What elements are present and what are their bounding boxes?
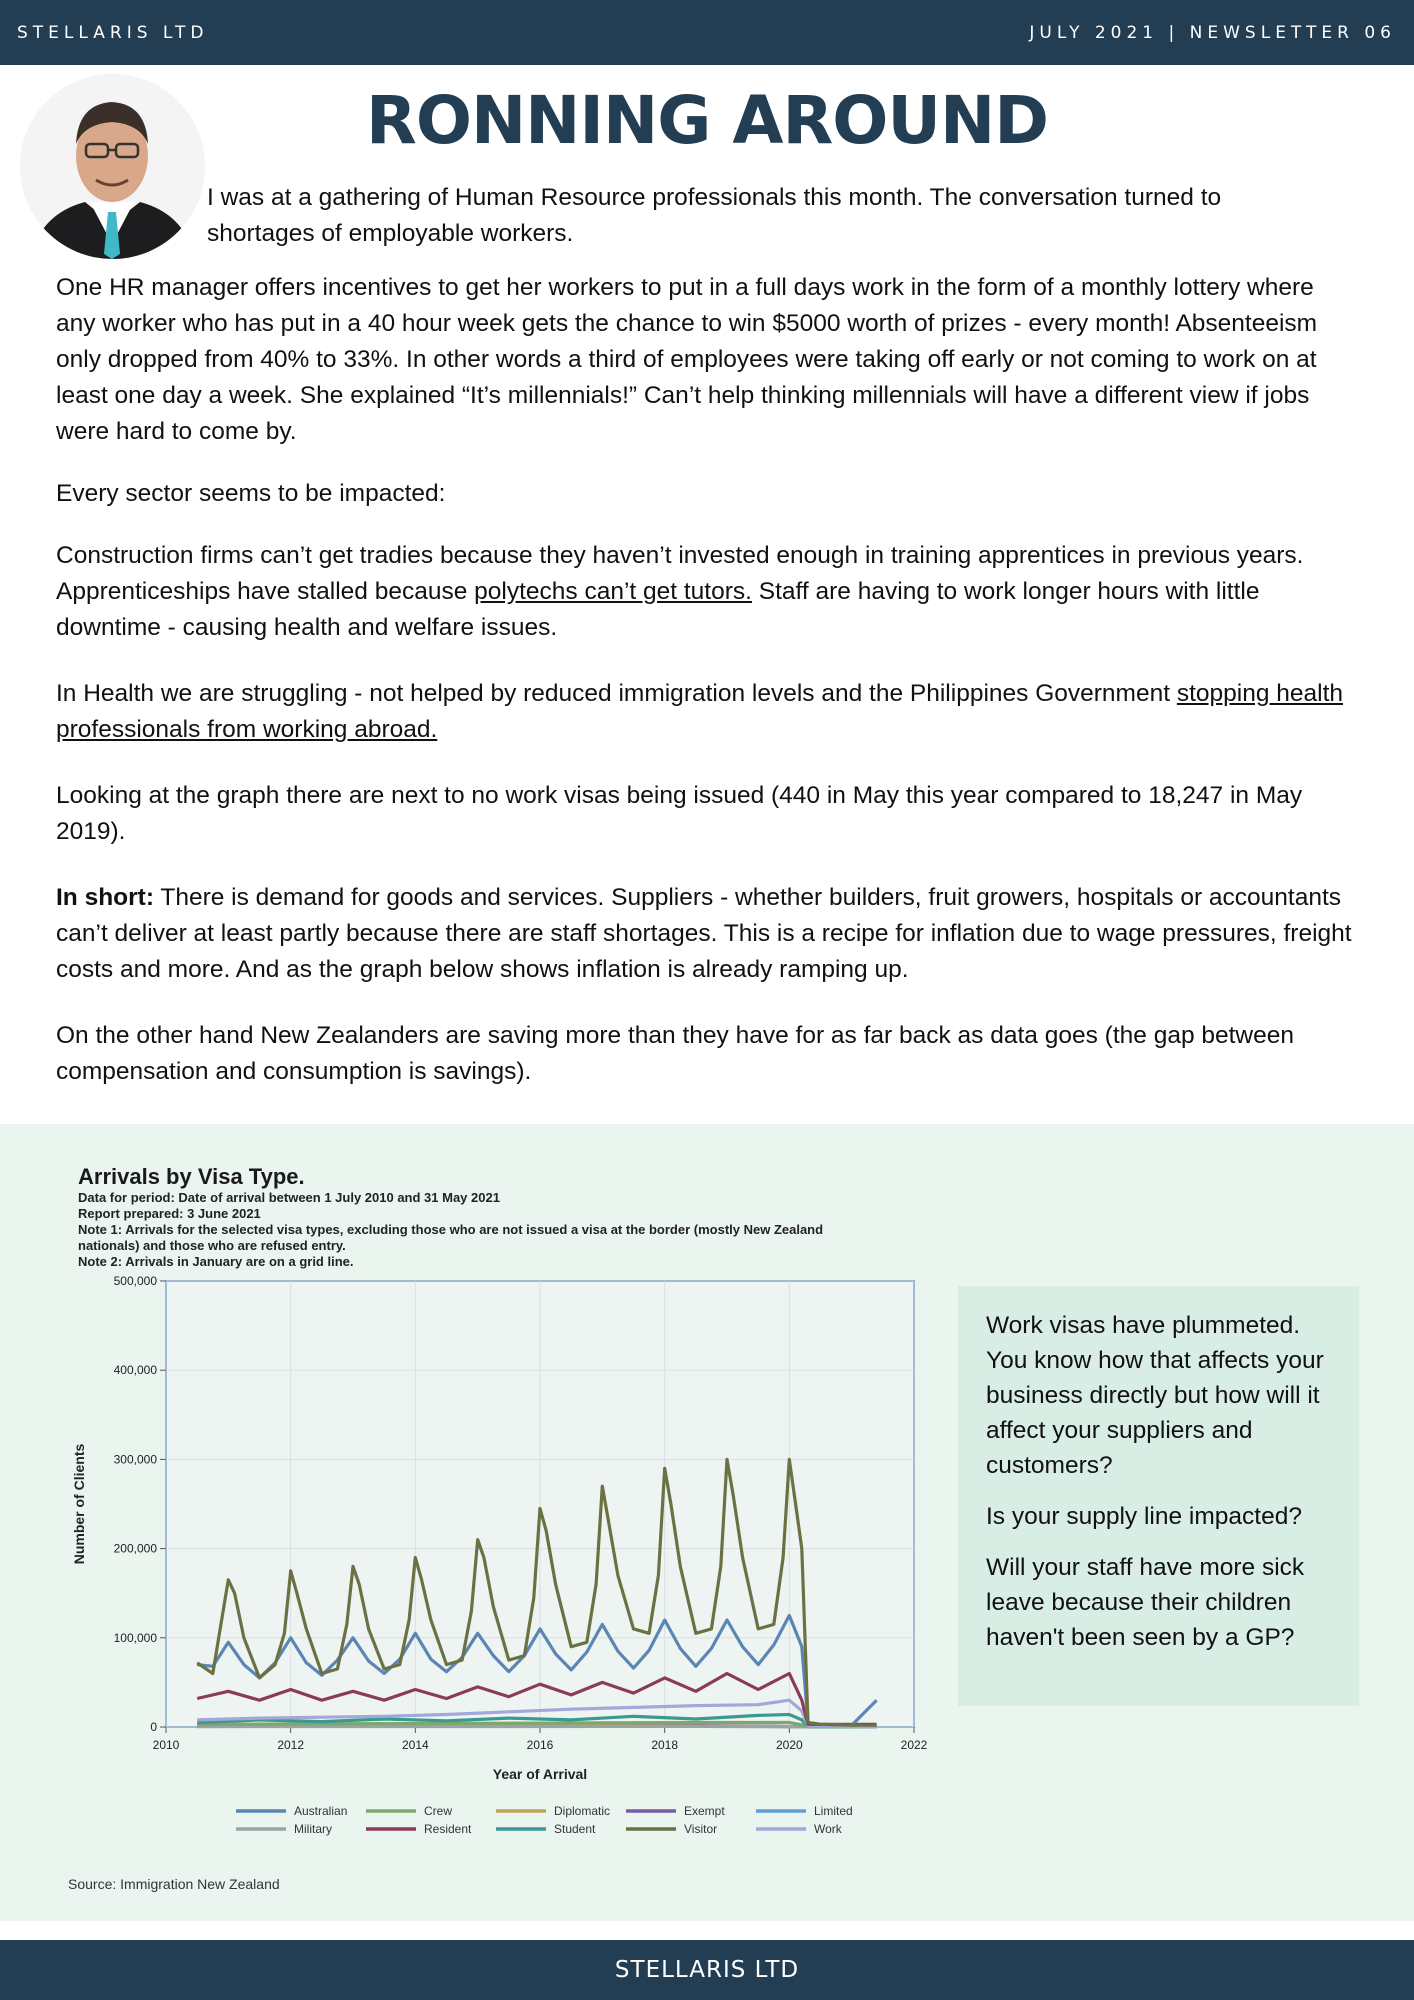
legend-label-australian: Australian [294,1804,348,1818]
paragraph-construction [56,538,1356,646]
legend-label-military: Military [294,1822,332,1836]
x-tick-label: 2020 [775,1738,803,1752]
in-short-label: In short: [56,884,154,911]
paragraph-visas-text: Looking at the graph there are next to no work visas being issued (440 in May this year compared to 18,247 in May 2019). [56,782,1303,845]
y-tick-label: 500,000 [113,1274,157,1288]
legend-label-student: Student [554,1822,596,1836]
legend-label-diplomatic: Diplomatic [554,1804,611,1818]
x-axis-label: Year of Arrival [492,1766,588,1782]
health-text-a: In Health we are struggling - not helped by reduced immigration levels and the Philippines Government [56,680,1177,707]
in-short-text: There is demand for goods and services. Suppliers - whether builders, fruit growers, hospitals or accountants can’t deliver at least partly because there are staff shortages. This is a recipe for inflation due to wage pressures, freight costs and more. And as the graph below shows inflation is already ramping up. [56,884,1352,983]
y-tick-label: 0 [150,1720,157,1734]
construction-text-b: Staff are having to work longer hours with little downtime - causing health and welfare issues. [56,578,1260,641]
legend-label-exempt: Exempt [684,1804,725,1818]
chart-note-4: nationals) and those who are refused entry. [78,1238,346,1253]
legend-label-limited: Limited [814,1804,853,1818]
philippines-link[interactable]: stopping health professionals from working abroad. [56,680,1344,743]
question-3: Will your staff have more sick leave because their children haven't been seen by a GP? [986,1554,1305,1651]
intro-paragraph [207,180,1327,252]
paragraph-savings-text: On the other hand New Zealanders are saving more than they have for as far back as data goes (the gap between compensation and consumption is savings). [56,1022,1295,1085]
header-bar [0,0,1414,65]
polytechs-link[interactable]: polytechs can’t get tutors. [474,578,752,605]
paragraph-construction-text [56,538,1356,646]
legend-label-resident: Resident [424,1822,472,1836]
paragraph-health [56,676,1356,748]
y-axis-label: Number of Clients [71,1443,87,1565]
footer-company: STELLARIS LTD [614,1957,800,1983]
y-tick-label: 400,000 [113,1363,157,1378]
legend-label-visitor: Visitor [684,1822,718,1836]
footer-bar [0,1940,1414,2000]
chart-title: Arrivals by Visa Type. [78,1164,305,1189]
y-tick-label: 200,000 [113,1541,157,1556]
x-tick-label: 2016 [526,1738,554,1752]
visa-chart [68,1150,928,1850]
question-box-inner [986,1308,1331,1671]
page-title: RONNING AROUND [366,82,1048,159]
paragraph-in-short-text [56,880,1356,988]
paragraph-sector-wrap [56,476,1356,512]
chart-svg [68,1150,928,1850]
company-name: STELLARIS LTD [17,23,209,43]
paragraph-incentives: One HR manager offers incentives to get her workers to put in a full days work in the form of a monthly lottery where any worker who has put in a 40 hour week gets the chance to win $5000 worth of prizes - every month! Absenteeism only dropped from 40% to 33%. In other words a third of employees were taking off early or not coming to work on at least one day a week. She explained “It’s millennials!” Can’t help thinking millennials will have a different view if jobs were hard to come by. [56,274,1318,445]
paragraph-savings [56,1018,1356,1090]
paragraph-health-text [56,676,1356,748]
question-2: Is your supply line impacted? [986,1503,1302,1530]
construction-text-a: Construction firms can’t get tradies because they haven’t invested enough in training apprentices in previous years. Apprenticeships have stalled because [56,542,1304,605]
chart-note-5: Note 2: Arrivals in January are on a grid line. [78,1254,354,1269]
y-tick-label: 100,000 [113,1630,157,1645]
chart-note-3: Note 1: Arrivals for the selected visa types, excluding those who are not issued a visa at the border (mostly New Zealand [78,1222,824,1237]
x-tick-label: 2012 [277,1738,305,1752]
y-tick-label: 300,000 [113,1452,157,1467]
paragraph-in-short [56,880,1356,988]
x-tick-label: 2014 [401,1738,429,1752]
issue-label: JULY 2021 | NEWSLETTER 06 [1029,23,1396,43]
legend-label-work: Work [814,1822,842,1836]
chart-note-2: Report prepared: 3 June 2021 [78,1206,261,1221]
chart-source: Source: Immigration New Zealand [68,1876,280,1892]
intro-text: I was at a gathering of Human Resource professionals this month. The conversation turned to shortages of employable workers. [207,184,1222,247]
article-body [56,270,1356,450]
x-tick-label: 2022 [900,1738,928,1752]
question-box [958,1286,1359,1706]
paragraph-sector: Every sector seems to be impacted: [56,480,446,507]
chart-note-1: Data for period: Date of arrival between 1 July 2010 and 31 May 2021 [78,1190,500,1205]
x-tick-label: 2018 [651,1738,679,1752]
paragraph-visas [56,778,1356,850]
question-1: Work visas have plummeted. You know how that affects your business directly but how will it affect your suppliers and customers? [986,1312,1324,1479]
legend-label-crew: Crew [424,1804,453,1818]
x-tick-label: 2010 [152,1738,180,1752]
